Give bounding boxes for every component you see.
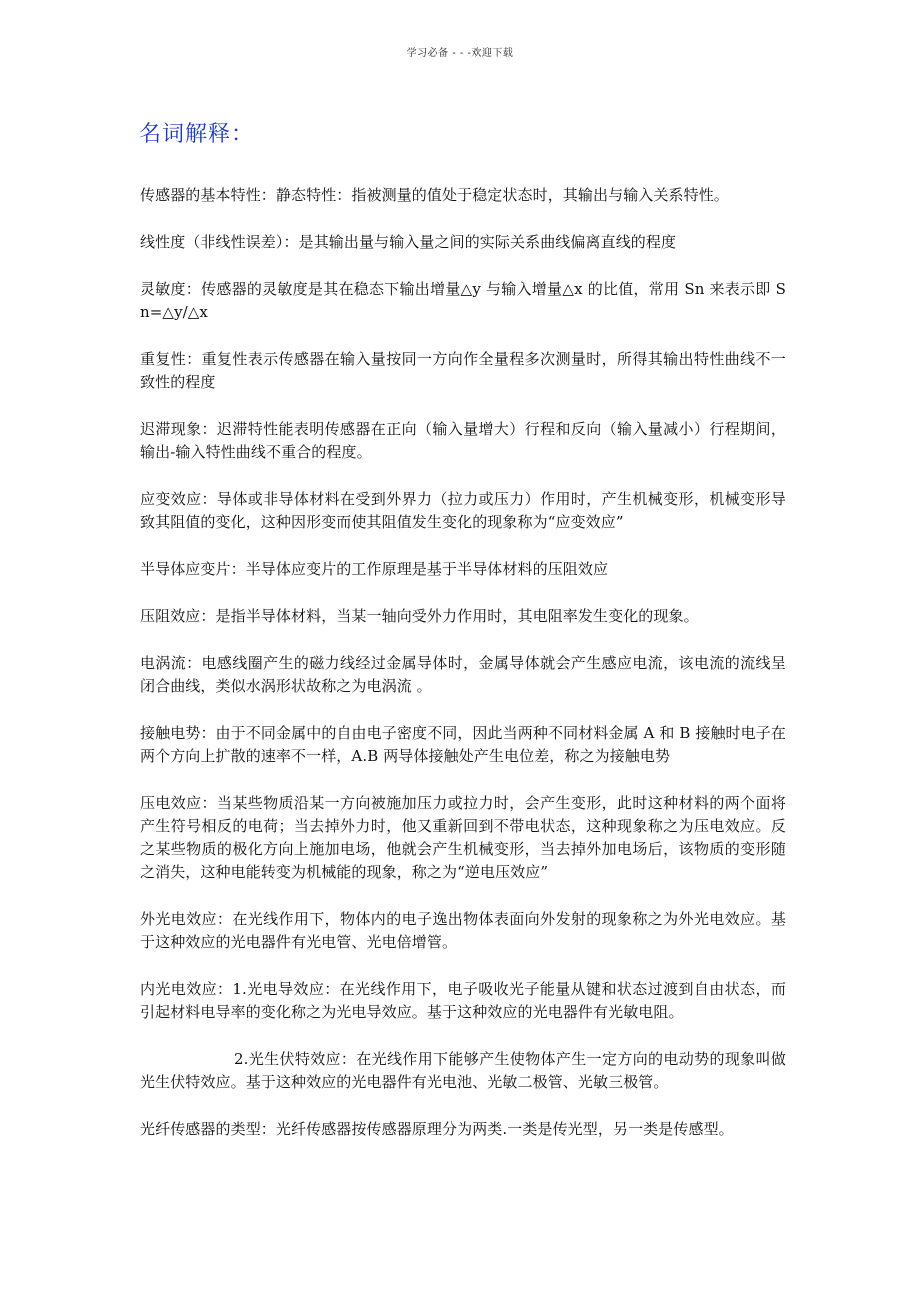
- definition-repeatability: 重复性：重复性表示传感器在输入量按同一方向作全量程多次测量时，所得其输出特性曲线不一致性的程度: [140, 350, 786, 391]
- definition-semiconductor-strain-gauge: 半导体应变片：半导体应变片的工作原理是基于半导体材料的压阻效应: [140, 560, 609, 578]
- definition-linearity: 线性度（非线性误差）：是其输出量与输入量之间的实际关系曲线偏离直线的程度: [140, 233, 677, 251]
- definition-contact-potential: 接触电势：由于不同金属中的自由电子密度不同，因此当两种不同材料金属 A 和 B 接触时电子在两个方向上扩散的速率不一样，A.B 两导体接触处产生电位差，称之为接触电势: [140, 724, 786, 765]
- definition-strain-effect: 应变效应：导体或非导体材料在受到外界力（拉力或压力）作用时，产生机械变形，机械变形导致其阻值的变化，这种因形变而使其阻值发生变化的现象称为“应变效应”: [140, 490, 786, 531]
- definitions-list: [140, 184, 786, 1165]
- definition-internal-photoelectric-effect: 内光电效应：1.光电导效应：在光线作用下，电子吸收光子能量从键和状态过渡到自由状态，而引起材料电导率的变化称之为光电导效应。基于这种效应的光电器件有光敏电阻。: [140, 980, 786, 1021]
- page-header: 学习必备 - - -欢迎下载: [406, 48, 514, 59]
- definition-piezoelectric-effect: 压电效应：当某些物质沿某一方向被施加压力或拉力时，会产生变形，此时这种材料的两个面将产生符号相反的电荷；当去掉外力时，他又重新回到不带电状态，这种现象称之为压电效应。反之某些物质的极化方向上施加电场，他就会产生机械变形，当去掉外加电场后，该物质的变形随之消失，这种电能转变为机械能的现象，称之为“逆电压效应”: [140, 794, 786, 881]
- definition-eddy-current: 电涡流：电感线圈产生的磁力线经过金属导体时，金属导体就会产生感应电流，该电流的流线呈闭合曲线，类似水涡形状故称之为电涡流 。: [140, 654, 786, 695]
- definition-fiber-optic-sensor-types: 光纤传感器的类型：光纤传感器按传感器原理分为两类.一类是传光型，另一类是传感型。: [140, 1120, 734, 1138]
- definition-external-photoelectric-effect: 外光电效应：在光线作用下，物体内的电子逸出物体表面向外发射的现象称之为外光电效应。基于这种效应的光电器件有光电管、光电倍增管。: [140, 910, 786, 951]
- definition-photovoltaic-effect: 2.光生伏特效应：在光线作用下能够产生使物体产生一定方向的电动势的现象叫做光生伏特效应。基于这种效应的光电器件有光电池、光敏二极管、光敏三极管。: [140, 1050, 786, 1091]
- definition-sensitivity: 灵敏度：传感器的灵敏度是其在稳态下输出增量△y 与输入增量△x 的比值，常用 Sn 来表示即 Sn=△y/△x: [140, 280, 786, 321]
- definition-static-characteristic: 传感器的基本特性：静态特性：指被测量的值处于稳定状态时，其输出与输入关系特性。: [140, 186, 729, 204]
- header-divider: [140, 59, 780, 60]
- definition-piezoresistive-effect: 压阻效应：是指半导体材料，当某一轴向受外力作用时，其电阻率发生变化的现象。: [140, 607, 699, 625]
- section-title: 名词解释：: [139, 122, 255, 147]
- definition-hysteresis: 迟滞现象：迟滞特性能表明传感器在正向（输入量增大）行程和反向（输入量减小）行程期间，输出-输入特性曲线不重合的程度。: [140, 420, 786, 461]
